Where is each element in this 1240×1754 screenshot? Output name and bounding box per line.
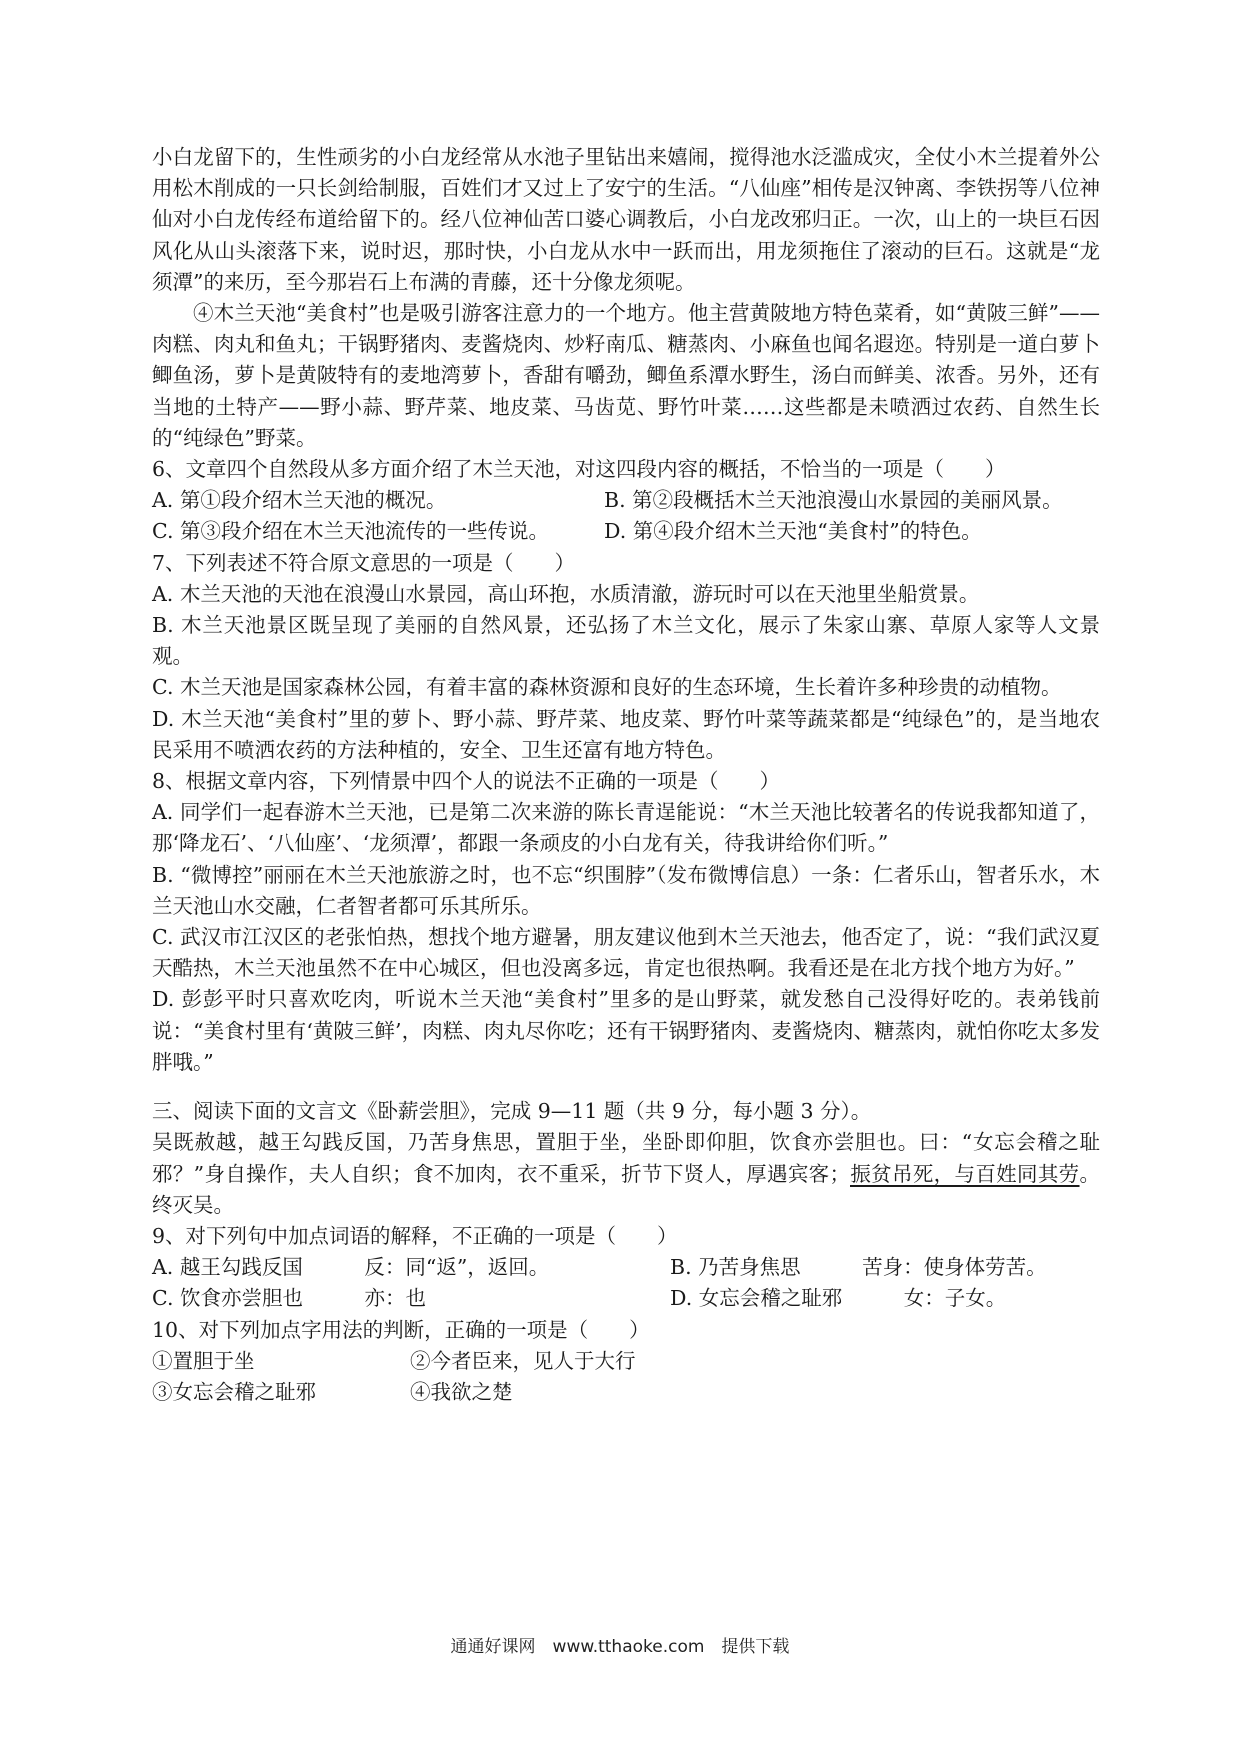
- classical-text-main: 吴既赦越，越王勾践反国，乃苦身焦思，置胆于坐，坐卧即仰胆，饮食亦尝胆也。曰：“女忘会稽之耻邪？”身自操作，夫人自织；食不加肉，衣不重采，折节下贤人，厚遇宾客；: [152, 1130, 1100, 1186]
- question-8-option-a: A. 同学们一起春游木兰天池，已是第二次来游的陈长青逞能说：“木兰天池比较著名的传说我都知道了，那‘降龙石’、‘八仙座’、‘龙须潭’，都跟一条顽皮的小白龙有关，待我讲给你们听。”: [152, 800, 1100, 856]
- exam-page: [152, 142, 1100, 1408]
- question-9-option-a: A. 越王勾践反国 反：同“返”，返回。: [152, 1255, 550, 1280]
- question-6-option-a: A. 第①段介绍木兰天池的概况。: [152, 488, 447, 513]
- question-9-option-d: D. 女忘会稽之耻邪 女：子女。: [670, 1286, 1007, 1311]
- section-3-heading: 三、阅读下面的文言文《卧薪尝胆》，完成 9—11 题（共 9 分，每小题 3 分）。: [152, 1099, 872, 1124]
- question-10-option-1: ①置胆于坐: [152, 1348, 255, 1373]
- question-9-option-c: C. 饮食亦尝胆也 亦：也: [152, 1286, 426, 1311]
- question-8-option-b: B. “微博控”丽丽在木兰天池旅游之时，也不忘“织围脖”（发布微博信息）一条：仁者乐山，智者乐水，木兰天池山水交融，仁者智者都可乐其所乐。: [152, 862, 1100, 918]
- question-6-options-row-1: [152, 485, 1100, 516]
- question-9-options-row-2: [152, 1283, 1100, 1314]
- page-footer: 通通好课网 www.tthaoke.com 提供下载: [450, 1637, 790, 1657]
- question-10-option-3: ③女忘会稽之耻邪: [152, 1379, 316, 1404]
- question-8-stem: 8、根据文章内容，下列情景中四个人的说法不正确的一项是（ ）: [152, 769, 781, 794]
- question-9-options-row-1: [152, 1252, 1100, 1283]
- question-10-stem: 10、对下列加点字用法的判断，正确的一项是（ ）: [152, 1317, 650, 1342]
- classical-text-end: 。终灭吴。: [152, 1161, 1101, 1217]
- question-9-stem: 9、对下列句中加点词语的解释，不正确的一项是（ ）: [152, 1223, 678, 1248]
- classical-text-underlined: 振贫吊死，与百姓同其劳: [850, 1161, 1080, 1186]
- question-6-stem: 6、文章四个自然段从多方面介绍了木兰天池，对这四段内容的概括，不恰当的一项是（ ）: [152, 457, 1006, 482]
- question-10-options-row-1: [152, 1346, 1100, 1377]
- question-7-option-d: D. 木兰天池“美食村”里的萝卜、野小蒜、野芹菜、地皮菜、野竹叶菜等蔬菜都是“纯绿色”的，是当地农民采用不喷洒农药的方法种植的，安全、卫生还富有地方特色。: [152, 706, 1100, 762]
- classical-text: [152, 1127, 1100, 1221]
- question-6-options-row-2: [152, 516, 1100, 547]
- question-10-option-2: ②今者臣来，见人于大行: [410, 1348, 636, 1373]
- question-6-option-c: C. 第③段介绍在木兰天池流传的一些传说。: [152, 519, 549, 544]
- question-10-option-4: ④我欲之楚: [410, 1379, 513, 1404]
- section-spacer: [152, 1078, 1100, 1096]
- passage-paragraph-3-continued: 小白龙留下的，生性顽劣的小白龙经常从水池子里钻出来嬉闹，搅得池水泛滥成灾，全仗小木兰提着外公用松木削成的一只长剑给制服，百姓们才又过上了安宁的生活。“八仙座”相传是汉钟离、李铁拐等八位神仙对小白龙传经布道给留下的。经八位神仙苦口婆心调教后，小白龙改邪归正。一次，山上的一块巨石因风化从山头滚落下来，说时迟，那时快，小白龙从水中一跃而出，用龙须拖住了滚动的巨石。这就是“龙须潭”的来历，至今那岩石上布满的青藤，还十分像龙须呢。: [152, 145, 1100, 294]
- question-10-options-row-2: [152, 1377, 1100, 1408]
- question-7-option-a: A. 木兰天池的天池在浪漫山水景园，高山环抱，水质清澈，游玩时可以在天池里坐船赏景。: [152, 581, 980, 606]
- question-8-option-c: C. 武汉市江汉区的老张怕热，想找个地方避暑，朋友建议他到木兰天池去，他否定了，说：“我们武汉夏天酷热，木兰天池虽然不在中心城区，但也没离多远，肯定也很热啊。我看还是在北方找个地方为好。”: [152, 925, 1100, 981]
- question-7-stem: 7、下列表述不符合原文意思的一项是（ ）: [152, 550, 576, 575]
- question-9-option-b: B. 乃苦身焦思 苦身：使身体劳苦。: [670, 1255, 1047, 1280]
- question-7-option-c: C. 木兰天池是国家森林公园，有着丰富的森林资源和良好的生态环境，生长着许多种珍贵的动植物。: [152, 675, 1062, 700]
- question-7-option-b: B. 木兰天池景区既呈现了美丽的自然风景，还弘扬了木兰文化，展示了朱家山寨、草原人家等人文景观。: [152, 613, 1100, 669]
- question-8-option-d: D. 彭彭平时只喜欢吃肉，听说木兰天池“美食村”里多的是山野菜，就发愁自己没得好吃的。表弟钱前说：“美食村里有‘黄陂三鲜’，肉糕、肉丸尽你吃；还有干锅野猪肉、麦酱烧肉、糖蒸肉，就怕你吃太多发胖哦。”: [152, 987, 1100, 1074]
- passage-paragraph-4: ④木兰天池“美食村”也是吸引游客注意力的一个地方。他主营黄陂地方特色菜肴，如“黄陂三鲜”——肉糕、肉丸和鱼丸；干锅野猪肉、麦酱烧肉、炒籽南瓜、糖蒸肉、小麻鱼也闻名遐迩。特别是一道白萝卜鲫鱼汤，萝卜是黄陂特有的麦地湾萝卜，香甜有嚼劲，鲫鱼系潭水野生，汤白而鲜美、浓香。另外，还有当地的土特产——野小蒜、野芹菜、地皮菜、马齿苋、野竹叶菜……这些都是未喷洒过农药、自然生长的“纯绿色”野菜。: [152, 301, 1100, 450]
- question-6-option-d: D. 第④段介绍木兰天池“美食村”的特色。: [604, 519, 982, 544]
- question-6-option-b: B. 第②段概括木兰天池浪漫山水景园的美丽风景。: [604, 488, 1063, 513]
